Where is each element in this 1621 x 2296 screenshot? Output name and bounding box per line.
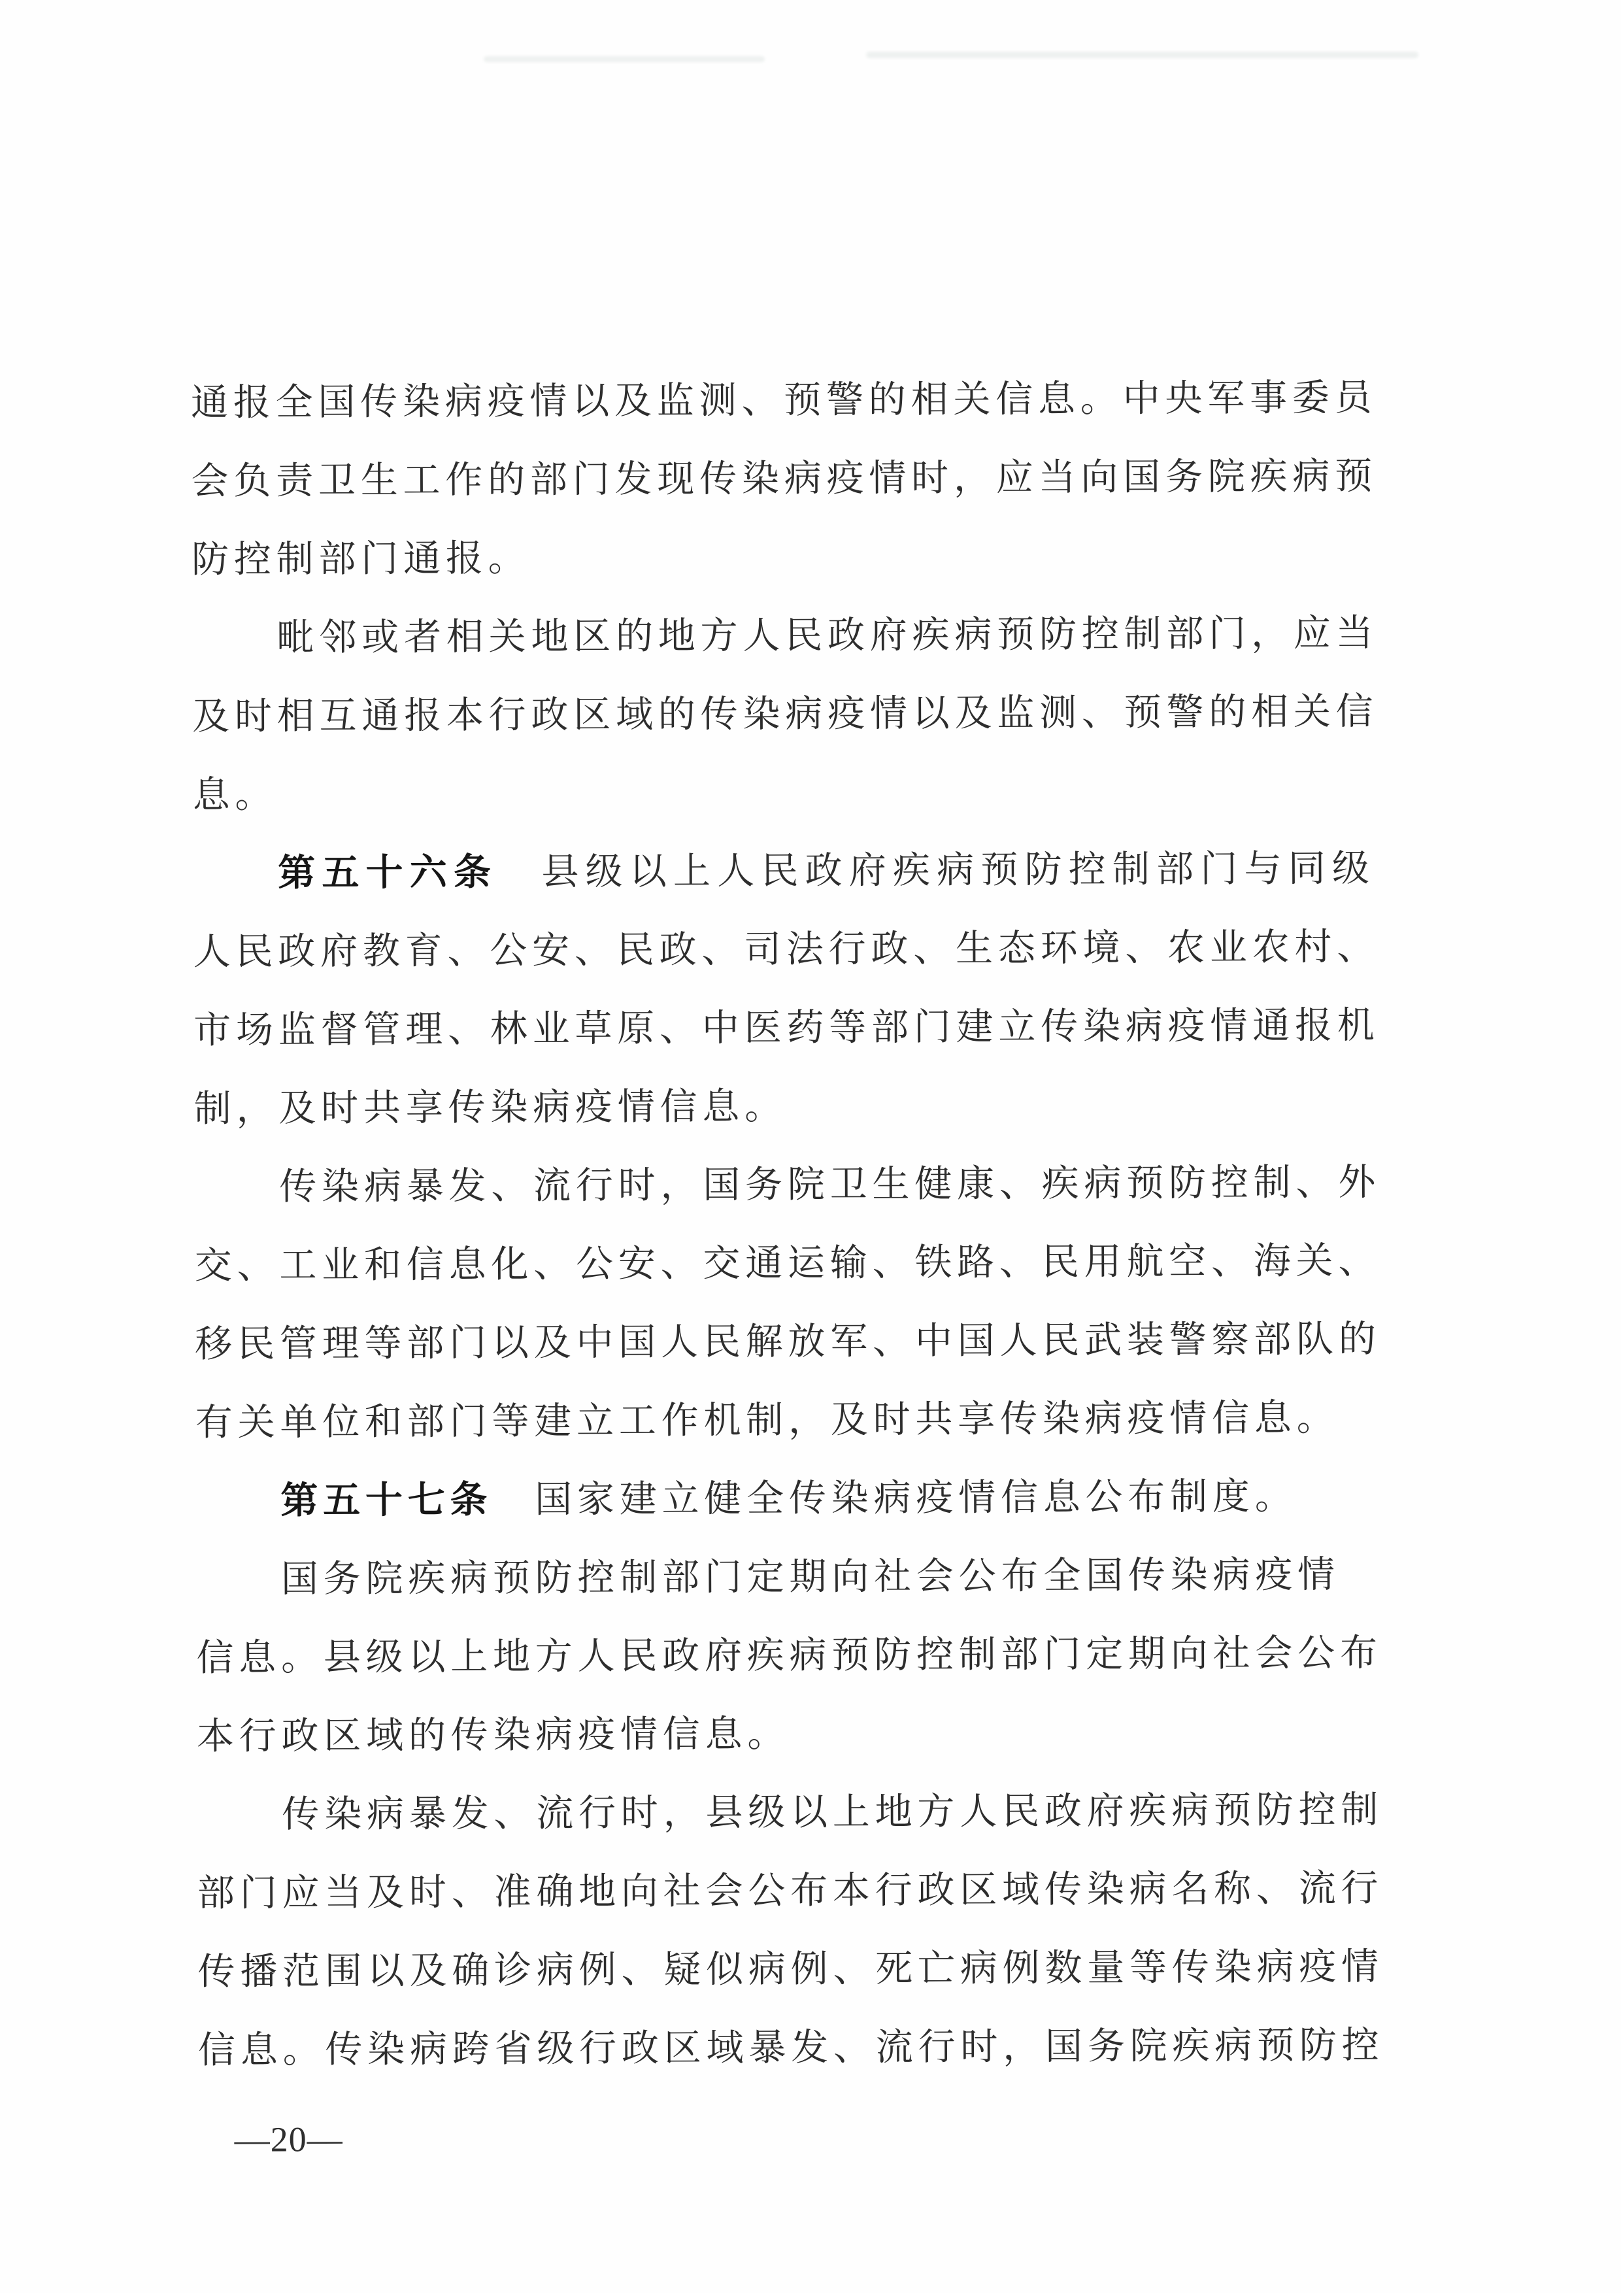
text-line: 市场监督管理、林业草原、中医药等部门建立传染病疫情通报机: [193, 1005, 1380, 1052]
page-number: —20—: [234, 2119, 343, 2159]
text-line: 部门应当及时、准确地向社会公布本行政区域传染病名称、流行: [197, 1868, 1384, 1915]
text-line: 移民管理等部门以及中国人民解放军、中国人民武装警察部队的: [195, 1319, 1381, 1366]
text-line: 息。: [192, 774, 278, 817]
text-line: 传播范围以及确诊病例、疑似病例、死亡病例数量等传染病疫情: [197, 1946, 1384, 1993]
text-line-article-56: [193, 830, 1380, 913]
article-text: 县级以上人民政府疾病预防控制部门与同级: [497, 848, 1377, 894]
article-text: 国家建立健全传染病疫情信息公布制度。: [492, 1476, 1297, 1521]
text-line: 防控制部门通报。: [191, 537, 531, 581]
text-line: 交、工业和信息化、公安、交通运输、铁路、民用航空、海关、: [194, 1240, 1381, 1287]
text-line: 信息。县级以上地方人民政府疾病预防控制部门定期向社会公布: [196, 1632, 1382, 1680]
text-line: 制，及时共享传染病疫情信息。: [193, 1086, 788, 1130]
text-line-article-57: [195, 1457, 1383, 1541]
document-body: [191, 359, 1386, 2090]
text-line: 及时相互通报本行政区域的传染病疫情以及监测、预警的相关信: [192, 691, 1379, 738]
text-line: 传染病暴发、流行时，县级以上地方人民政府疾病预防控制: [282, 1789, 1384, 1836]
text-line: 人民政府教育、公安、民政、司法行政、生态环境、农业农村、: [193, 926, 1380, 973]
text-line: 信息。传染病跨省级行政区域暴发、流行时，国务院疾病预防控: [197, 2025, 1384, 2072]
text-line: 本行政区域的传染病疫情信息。: [196, 1714, 790, 1758]
text-line: 国务院疾病预防控制部门定期向社会公布全国传染病疫情: [280, 1554, 1341, 1600]
article-number-label: 第五十六条: [278, 852, 498, 894]
text-line: 传染病暴发、流行时，国务院卫生健康、疾病预防控制、外: [279, 1162, 1381, 1208]
text-line: 有关单位和部门等建立工作机制，及时共享传染病疫情信息。: [195, 1397, 1339, 1444]
text-line: 通报全国传染病疫情以及监测、预警的相关信息。中央军事委员: [190, 377, 1377, 424]
text-line: 会负责卫生工作的部门发现传染病疫情时，应当向国务院疾病预: [191, 456, 1378, 503]
text-line: 毗邻或者相关地区的地方人民政府疾病预防控制部门，应当: [276, 613, 1379, 659]
article-number-label: 第五十七条: [280, 1479, 493, 1522]
